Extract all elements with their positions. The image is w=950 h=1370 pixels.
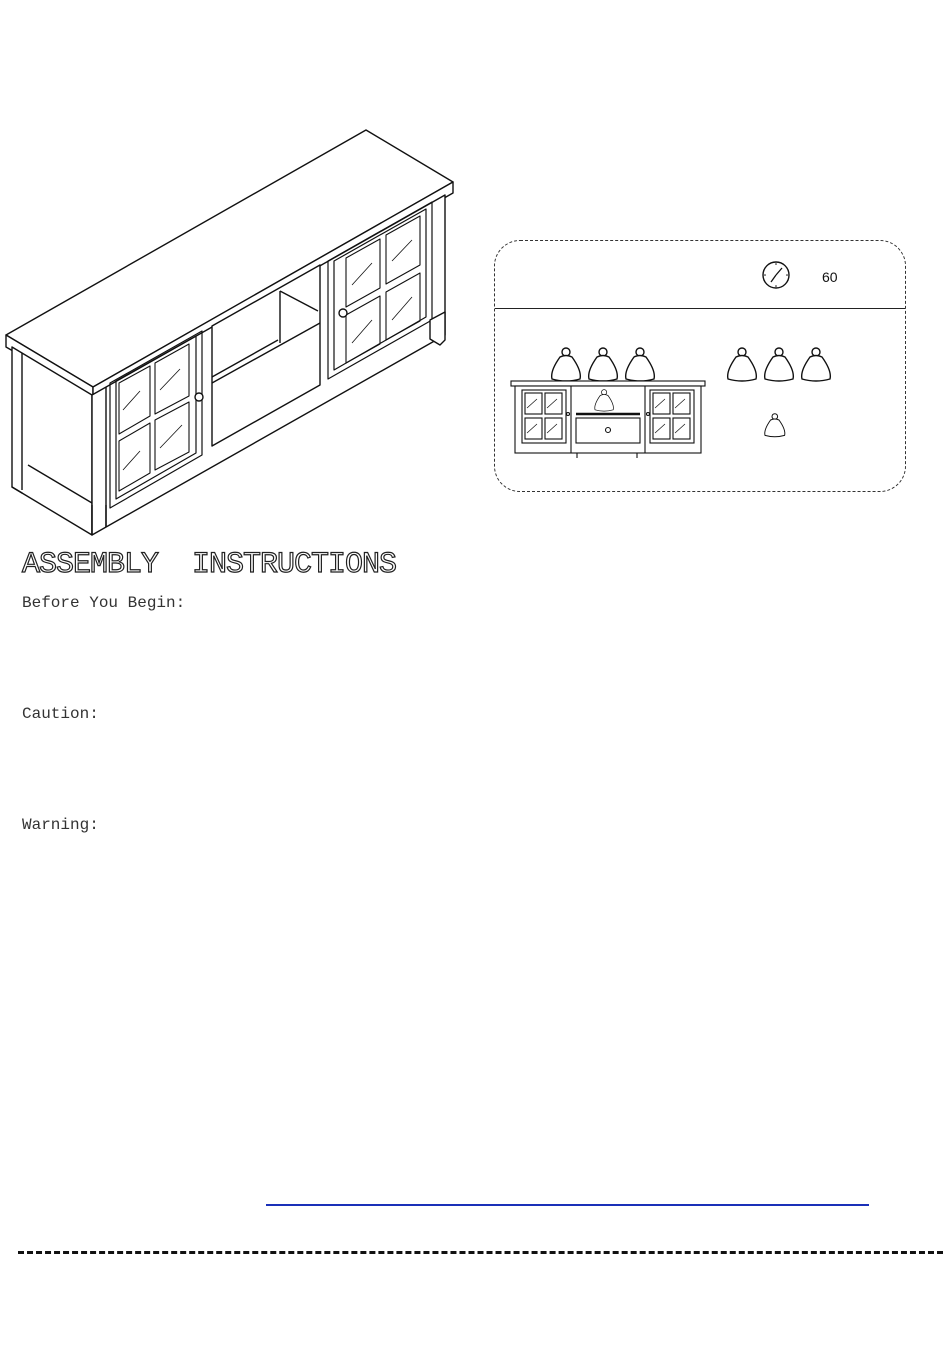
clock-icon	[761, 260, 791, 290]
person-icon	[626, 348, 655, 381]
person-icon	[765, 414, 785, 437]
caution-heading: Caution:	[22, 705, 99, 723]
cut-line-divider	[18, 1251, 943, 1254]
person-icon	[802, 348, 831, 381]
person-icon	[728, 348, 757, 381]
panel-divider	[495, 308, 905, 309]
person-icon	[765, 348, 794, 381]
assembly-info-panel	[494, 240, 906, 492]
people-required-illustration	[507, 341, 897, 461]
warning-heading: Warning:	[22, 816, 99, 834]
assembly-time-value: 60	[822, 269, 838, 285]
before-you-begin-heading: Before You Begin:	[22, 594, 186, 612]
document-title: ASSEMBLY INSTRUCTIONS	[22, 548, 397, 582]
link-underline[interactable]	[266, 1204, 869, 1206]
tv-stand-drawing	[0, 125, 470, 545]
person-icon	[589, 348, 618, 381]
tv-stand-thumbnail	[511, 381, 705, 458]
person-icon	[552, 348, 581, 381]
